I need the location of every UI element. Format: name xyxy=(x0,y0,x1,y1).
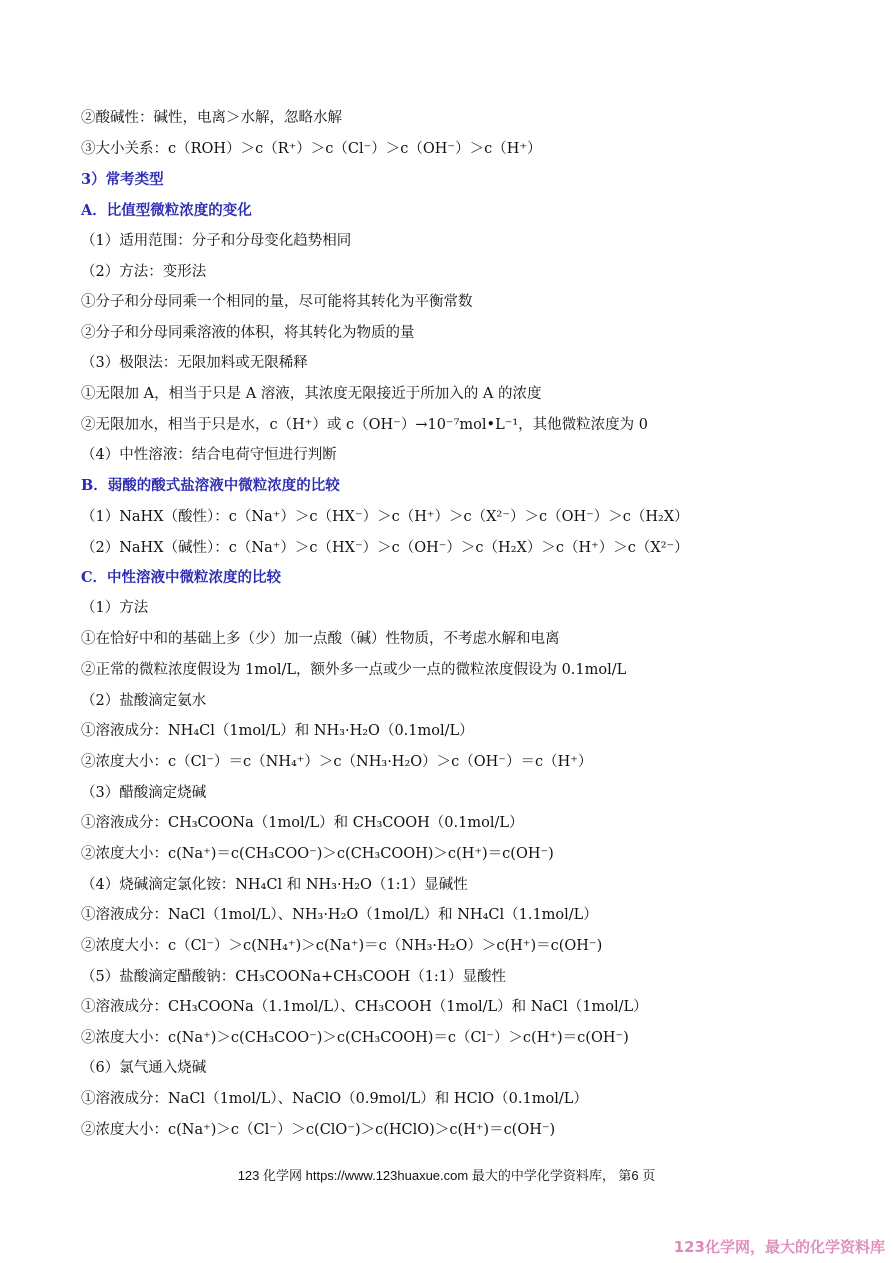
text-line: ②分子和分母同乘溶液的体积，将其转化为物质的量 xyxy=(81,325,415,341)
text-line: （2）盐酸滴定氨水 xyxy=(81,693,207,709)
text-line: ②无限加水，相当于只是水，c（H⁺）或 c（OH⁻）→10⁻⁷mol•L⁻¹，其他微粒浓度为 0 xyxy=(81,417,648,433)
text-line: （2）NaHX（碱性）：c（Na⁺）＞c（HX⁻）＞c（OH⁻）＞c（H₂X）＞c（H⁺）＞c（X²⁻） xyxy=(81,540,689,556)
text-line: （1）方法 xyxy=(81,600,149,616)
text-line: ①溶液成分：NaCl（1mol/L）、NaClO（0.9mol/L）和 HClO（0.1mol/L） xyxy=(81,1091,588,1107)
page-footer: 123 化学网 https://www.123huaxue.com 最大的中学化学资料库， 第6 页 xyxy=(237,1168,656,1183)
text-line: （1）适用范围：分子和分母变化趋势相同 xyxy=(81,233,352,249)
text-line: ②浓度大小：c(Na⁺)＞c(CH₃COO⁻)＞c(CH₃COOH)＝c（Cl⁻）＞c(H⁺)＝c(OH⁻) xyxy=(81,1030,629,1046)
text-line: （2）方法：变形法 xyxy=(81,264,207,280)
text-line: （6）氯气通入烧碱 xyxy=(81,1060,207,1076)
text-line: （5）盐酸滴定醋酸钠：CH₃COONa+CH₃COOH（1:1）显酸性 xyxy=(81,969,507,985)
text-line: （1）NaHX（酸性）：c（Na⁺）＞c（HX⁻）＞c（H⁺）＞c（X²⁻）＞c（OH⁻）＞c（H₂X） xyxy=(81,509,689,525)
section-heading: 3）常考类型 xyxy=(81,171,164,188)
text-line: （3）极限法：无限加料或无限稀释 xyxy=(81,355,308,371)
text-line: ①溶液成分：NaCl（1mol/L）、NH₃·H₂O（1mol/L）和 NH₄Cl（1.1mol/L） xyxy=(81,907,598,923)
text-line: ②浓度大小：c（Cl⁻）＞c(NH₄⁺)＞c(Na⁺)＝c（NH₃·H₂O）＞c(H⁺)＝c(OH⁻) xyxy=(81,938,603,954)
text-line: ①溶液成分：CH₃COONa（1mol/L）和 CH₃COOH（0.1mol/L） xyxy=(81,815,524,831)
section-heading: C．中性溶液中微粒浓度的比较 xyxy=(81,569,282,586)
text-line: ②正常的微粒浓度假设为 1mol/L，额外多一点或少一点的微粒浓度假设为 0.1mol/L xyxy=(81,662,627,678)
text-line: ①溶液成分：NH₄Cl（1mol/L）和 NH₃·H₂O（0.1mol/L） xyxy=(81,723,474,739)
section-heading: A．比值型微粒浓度的变化 xyxy=(81,202,252,219)
text-line: ①分子和分母同乘一个相同的量，尽可能将其转化为平衡常数 xyxy=(81,294,473,310)
text-line: （4）烧碱滴定氯化铵：NH₄Cl 和 NH₃·H₂O（1:1）显碱性 xyxy=(81,877,468,893)
text-line: （3）醋酸滴定烧碱 xyxy=(81,785,207,801)
section-heading: B．弱酸的酸式盐溶液中微粒浓度的比较 xyxy=(81,477,340,494)
text-line: ②酸碱性：碱性，电离＞水解，忽略水解 xyxy=(81,110,342,126)
text-line: ②浓度大小：c(Na⁺)＞c（Cl⁻）＞c(ClO⁻)＞c(HClO)＞c(H⁺)＝c(OH⁻) xyxy=(81,1122,556,1138)
site-watermark: 123化学网，最大的化学资料库 xyxy=(673,1238,885,1256)
text-line: ②浓度大小：c（Cl⁻）＝c（NH₄⁺）＞c（NH₃·H₂O）＞c（OH⁻）＝c（H⁺） xyxy=(81,754,593,770)
text-line: ①溶液成分：CH₃COONa（1.1mol/L）、CH₃COOH（1mol/L）和 NaCl（1mol/L） xyxy=(81,999,648,1015)
text-line: ①在恰好中和的基础上多（少）加一点酸（碱）性物质，不考虑水解和电离 xyxy=(81,631,560,647)
text-line: ③大小关系：c（ROH）＞c（R⁺）＞c（Cl⁻）＞c（OH⁻）＞c（H⁺） xyxy=(81,141,542,157)
text-line: ①无限加 A，相当于只是 A 溶液，其浓度无限接近于所加入的 A 的浓度 xyxy=(81,386,542,402)
text-line: （4）中性溶液：结合电荷守恒进行判断 xyxy=(81,447,337,463)
text-line: ②浓度大小：c(Na⁺)＝c(CH₃COO⁻)＞c(CH₃COOH)＞c(H⁺)＝c(OH⁻) xyxy=(81,846,554,862)
